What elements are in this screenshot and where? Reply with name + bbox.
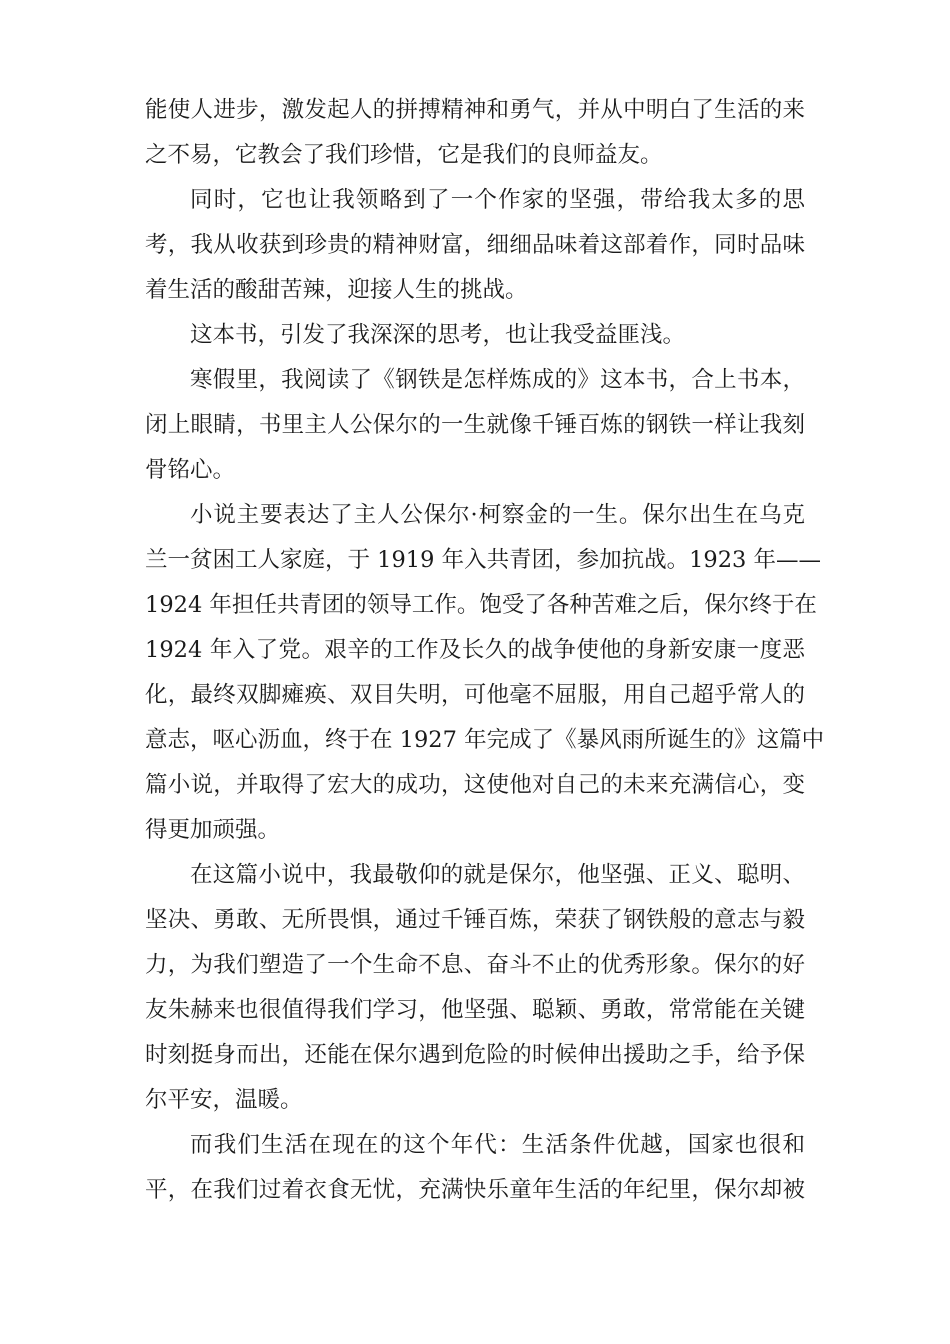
text-line: 能使人进步，激发起人的拼搏精神和勇气，并从中明白了生活的来 [145, 97, 805, 123]
text-line: 尔平安，温暖。 [145, 1087, 303, 1113]
text-line: 平，在我们过着衣食无忧，充满快乐童年生活的年纪里，保尔却被 [145, 1177, 805, 1203]
text-line: 1924 年担任共青团的领导工作。饱受了各种苦难之后，保尔终于在 [145, 592, 817, 618]
text-line: 闭上眼睛，书里主人公保尔的一生就像千锤百炼的钢铁一样让我刻 [145, 412, 805, 438]
text-line: 意志，呕心沥血，终于在 1927 年完成了《暴风雨所诞生的》这篇中 [145, 727, 825, 753]
text-line: 之不易，它教会了我们珍惜，它是我们的良师益友。 [145, 142, 663, 168]
text-line: 得更加顽强。 [145, 817, 281, 843]
text-line: 而我们生活在现在的这个年代：生活条件优越，国家也很和 [190, 1132, 805, 1158]
text-line: 在这篇小说中，我最敬仰的就是保尔，他坚强、正义、聪明、 [190, 862, 805, 888]
text-line: 同时，它也让我领略到了一个作家的坚强，带给我太多的思 [190, 187, 805, 213]
text-line: 力，为我们塑造了一个生命不息、奋斗不止的优秀形象。保尔的好 [145, 952, 805, 978]
text-line: 寒假里，我阅读了《钢铁是怎样炼成的》这本书，合上书本， [190, 367, 805, 393]
text-line: 坚决、勇敢、无所畏惧，通过千锤百炼，荣获了钢铁般的意志与毅 [145, 907, 805, 933]
text-line: 化，最终双脚瘫痪、双目失明，可他毫不屈服，用自己超乎常人的 [145, 682, 805, 708]
text-line: 时刻挺身而出，还能在保尔遇到危险的时候伸出援助之手，给予保 [145, 1042, 805, 1068]
text-line: 1924 年入了党。艰辛的工作及长久的战争使他的身新安康一度恶 [145, 637, 805, 663]
text-line: 骨铭心。 [145, 457, 236, 483]
text-line: 篇小说，并取得了宏大的成功，这使他对自己的未来充满信心，变 [145, 772, 805, 798]
text-line: 着生活的酸甜苦辣，迎接人生的挑战。 [145, 277, 528, 303]
text-line: 考，我从收获到珍贵的精神财富，细细品味着这部着作，同时品味 [145, 232, 805, 258]
text-line: 这本书，引发了我深深的思考，也让我受益匪浅。 [190, 322, 686, 348]
text-line: 小说主要表达了主人公保尔·柯察金的一生。保尔出生在乌克 [190, 502, 805, 528]
text-line: 友朱赫来也很值得我们学习，他坚强、聪颖、勇敢，常常能在关键 [145, 997, 805, 1023]
text-line: 兰一贫困工人家庭，于 1919 年入共青团，参加抗战。1923 年—— [145, 547, 821, 573]
